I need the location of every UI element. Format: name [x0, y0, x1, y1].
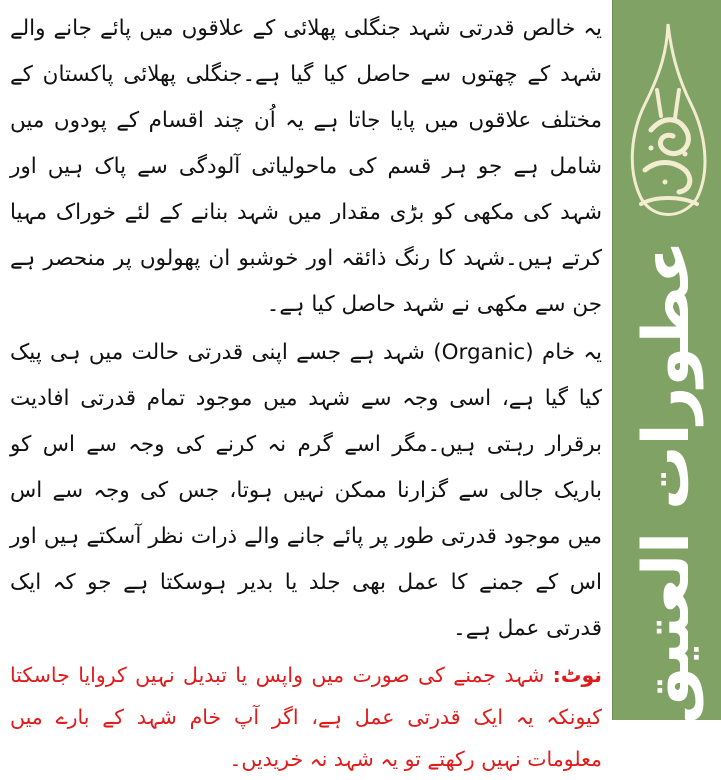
description-paragraph-2: یہ خام (Organic) شہد ہے جسے اپنی قدرتی حالت میں ہی پیک کیا گیا ہے، اسی وجہ سے شہد میں موجود تمام قدرتی افادیت برقرار رہتی ہیں۔مگر اسے گرم نہ کرنے کی وجہ سے اس کو باریک جالی سے گزارنا ممکن نہیں ہوتا، جس کی وجہ سے اس میں موجود قدرتی طور پر پائے جانے والے ذرات نظر آسکتے ہیں اور اس کے جمنے کا عمل بھی جلد یا بدیر ہوسکتا ہے جو کہ ایک قدرتی عمل ہے۔ [10, 340, 602, 641]
note-label: نوٹ: [552, 663, 602, 687]
calligraphic-logo-icon [621, 20, 715, 230]
note-text: شہد جمنے کی صورت میں واپس یا تبدیل نہیں کروایا جاسکتا کیونکہ یہ ایک قدرتی عمل ہے، اگر آپ خام شہد کے بارے میں معلومات نہیں رکھتے تو یہ شہد نہ خریدیں۔ [10, 663, 602, 771]
brand-name: عطورات العتیق [630, 240, 704, 725]
description-paragraph-1: یہ خالص قدرتی شہد جنگلی پھلائی کے علاقوں میں پائے جانے والے شہد کے چھتوں سے حاصل کیا گیا ہے۔جنگلی پھلائی پاکستان کے مختلف علاقوں میں پایا جاتا ہے یہ اُن چند اقسام کے پودوں میں شامل ہے جو ہر قسم کی ماحولیاتی آلودگی سے پاک ہیں اور شہد کی مکھی کو بڑی مقدار میں شہد بنانے کے لئے خوراک مہیا کرتے ہیں۔شہد کا رنگ ذائقہ اور خوشبو ان پھولوں پر منحصر ہے جن سے مکھی نے شہد حاصل کیا ہے۔ [10, 16, 602, 317]
refund-note [10, 654, 602, 780]
description-text-area [10, 6, 602, 771]
brand-sidebar [612, 0, 721, 725]
